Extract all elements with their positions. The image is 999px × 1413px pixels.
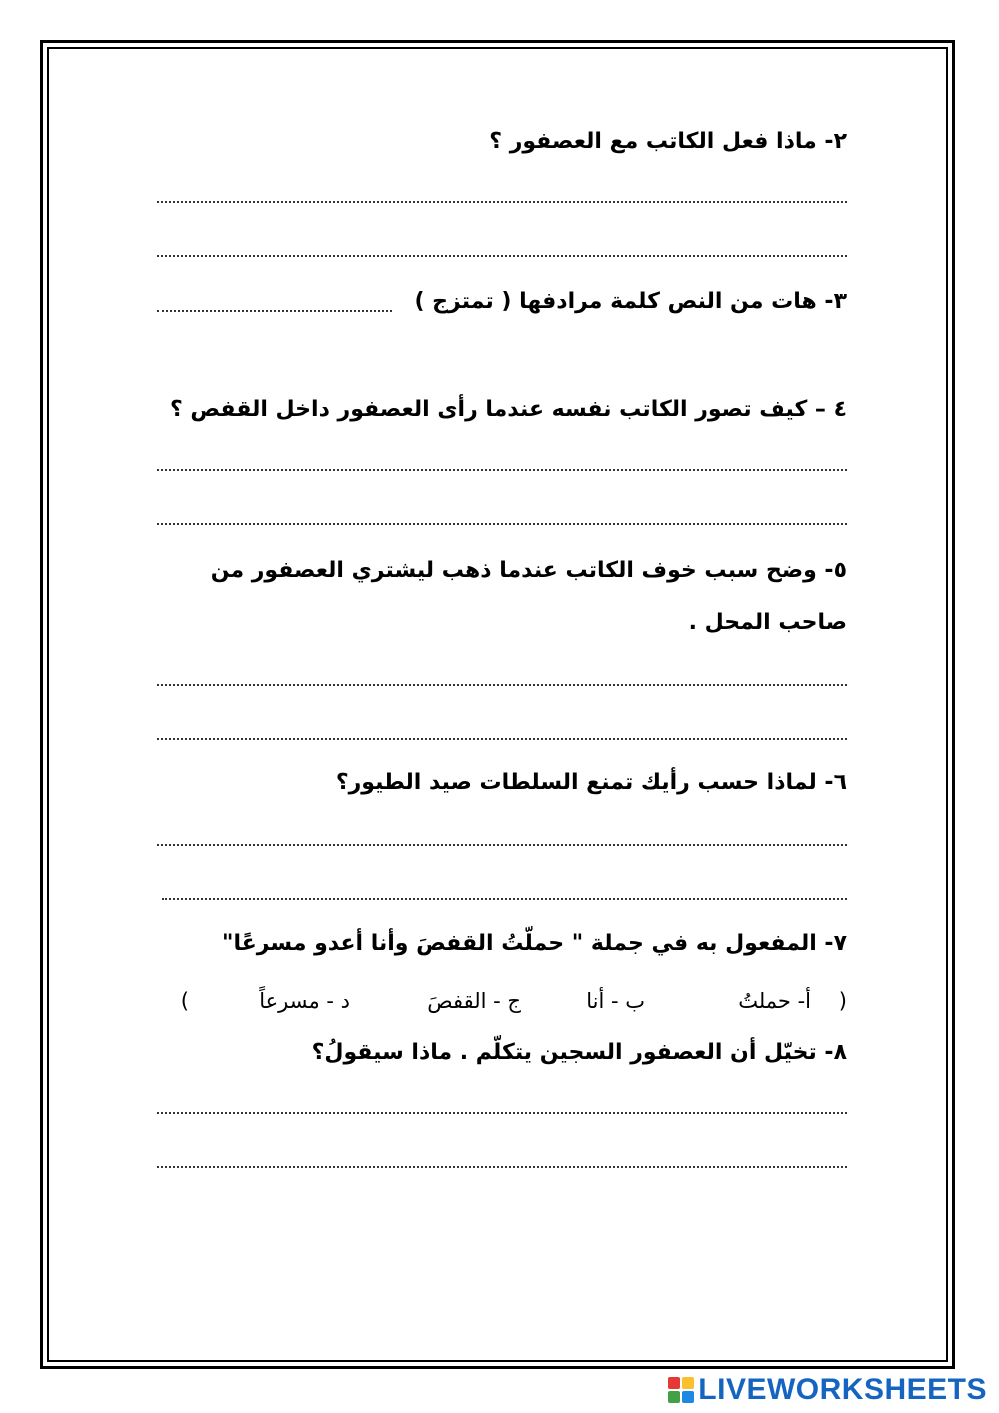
question-7: ٧- المفعول به في جملة " حملّتُ القفصَ وأنا أعدو مسرعًا" xyxy=(222,931,847,956)
answer-line[interactable] xyxy=(157,1112,847,1114)
question-5-line-2: صاحب المحل . xyxy=(688,610,847,635)
question-8: ٨- تخيّل أن العصفور السجين يتكلّم . ماذا سيقولُ؟ xyxy=(311,1040,847,1065)
choice-a[interactable]: أ- حملتُ xyxy=(738,989,811,1013)
logo-grid-icon xyxy=(668,1377,694,1403)
answer-line[interactable] xyxy=(157,1166,847,1168)
logo-square xyxy=(668,1377,680,1389)
answer-line[interactable] xyxy=(157,201,847,203)
answer-line[interactable] xyxy=(157,738,847,740)
choices-close-paren: ) xyxy=(180,989,189,1013)
choice-d[interactable]: د - مسرعاً xyxy=(259,989,350,1013)
question-3 xyxy=(414,287,847,317)
answer-line[interactable] xyxy=(157,469,847,471)
answer-line[interactable] xyxy=(157,684,847,686)
answer-line-short[interactable] xyxy=(157,310,392,312)
question-7-choices xyxy=(170,984,847,1018)
logo-square xyxy=(682,1391,694,1403)
answer-line[interactable] xyxy=(157,255,847,257)
choices-open-paren: ( xyxy=(838,989,847,1013)
choice-c[interactable]: ج - القفصَ xyxy=(427,989,521,1013)
logo-square xyxy=(682,1377,694,1389)
question-3-prefix: ٣- هات من النص كلمة مرادفها xyxy=(519,289,847,314)
question-4: ٤ – كيف تصور الكاتب نفسه عندما رأى العصفور داخل القفص ؟ xyxy=(169,397,847,422)
liveworksheets-logo xyxy=(668,1372,987,1408)
logo-text: LIVEWORKSHEETS xyxy=(698,1373,987,1406)
answer-line[interactable] xyxy=(162,898,847,900)
answer-line[interactable] xyxy=(157,844,847,846)
question-5-line-1: ٥- وضح سبب خوف الكاتب عندما ذهب ليشتري العصفور من xyxy=(210,558,847,583)
logo-square xyxy=(668,1391,680,1403)
question-6: ٦- لماذا حسب رأيك تمنع السلطات صيد الطيور؟ xyxy=(335,770,847,795)
choice-b[interactable]: ب - أنا xyxy=(586,989,645,1013)
question-3-word: ( تمتزج ) xyxy=(414,289,512,314)
page-border-inner xyxy=(47,47,948,1362)
answer-line[interactable] xyxy=(157,523,847,525)
question-2: ٢- ماذا فعل الكاتب مع العصفور ؟ xyxy=(489,129,847,154)
